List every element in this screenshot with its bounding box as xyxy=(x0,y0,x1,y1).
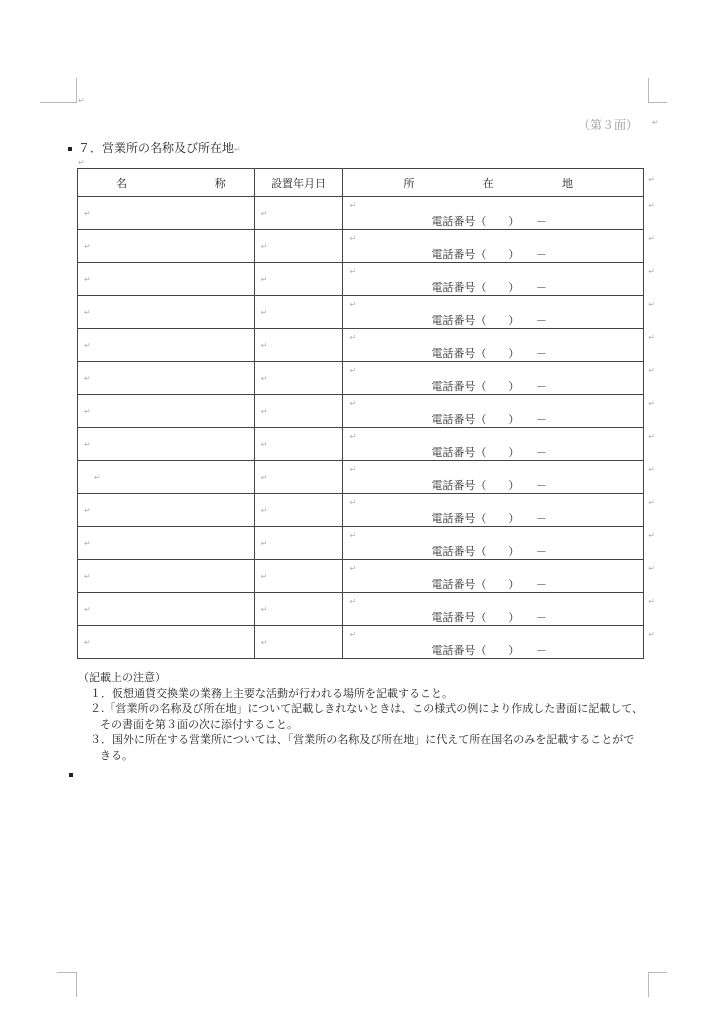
paragraph-mark: ↵ xyxy=(349,597,357,606)
paragraph-mark: ↵ xyxy=(648,564,655,573)
paragraph-mark: ↵ xyxy=(84,308,91,317)
location-cell[interactable] xyxy=(343,197,655,230)
name-cell[interactable] xyxy=(78,197,255,230)
paragraph-mark: ↵ xyxy=(648,531,655,540)
paragraph-mark: ↵ xyxy=(260,473,268,482)
paragraph-mark: ↵ xyxy=(260,341,268,350)
paragraph-mark: ↵ xyxy=(260,539,268,548)
name-cell[interactable] xyxy=(78,461,255,494)
paragraph-mark: ↵ xyxy=(260,572,268,581)
paragraph-mark: ↵ xyxy=(648,175,655,184)
paragraph-mark: ↵ xyxy=(349,234,357,243)
table-row xyxy=(78,230,644,263)
paragraph-mark: ↵ xyxy=(648,498,655,507)
paragraph-mark: ↵ xyxy=(260,242,268,251)
name-cell[interactable] xyxy=(78,230,255,263)
paragraph-mark: ↵ xyxy=(84,407,91,416)
established-date-cell[interactable] xyxy=(254,395,343,428)
name-cell[interactable] xyxy=(78,593,255,626)
note-item-3-cont: きる。 xyxy=(100,748,133,762)
location-cell[interactable] xyxy=(343,494,655,527)
established-date-cell[interactable] xyxy=(254,263,343,296)
paragraph-mark: ↵ xyxy=(349,564,357,573)
table-row xyxy=(78,263,644,296)
paragraph-mark: ↵ xyxy=(260,605,268,614)
paragraph-mark: ↵ xyxy=(84,638,91,647)
established-date-cell[interactable] xyxy=(254,197,343,230)
established-date-cell[interactable] xyxy=(254,593,343,626)
paragraph-mark: ↵ xyxy=(648,465,655,474)
location-cell[interactable] xyxy=(343,362,655,395)
paragraph-mark: ↵ xyxy=(78,96,85,105)
paragraph-mark: ↵ xyxy=(260,308,268,317)
header-location-char: 地 xyxy=(562,176,573,190)
established-date-cell[interactable] xyxy=(254,560,343,593)
paragraph-mark: ↵ xyxy=(84,440,91,449)
name-cell[interactable] xyxy=(78,626,255,659)
established-date-cell[interactable] xyxy=(254,329,343,362)
table-row xyxy=(78,362,644,395)
phone-label: 電話番号（ ） － xyxy=(431,512,547,525)
location-cell[interactable] xyxy=(343,428,655,461)
table-row xyxy=(78,395,644,428)
established-date-cell[interactable] xyxy=(254,362,343,395)
name-cell[interactable] xyxy=(78,428,255,461)
notes-title: （記載上の注意） xyxy=(78,671,166,684)
paragraph-mark: ↵ xyxy=(349,498,357,507)
paragraph-mark: ↵ xyxy=(84,374,91,383)
established-date-cell[interactable] xyxy=(254,230,343,263)
table-row xyxy=(78,197,644,230)
paragraph-mark: ↵ xyxy=(84,605,91,614)
paragraph-mark: ↵ xyxy=(648,333,655,342)
paragraph-mark: ↵ xyxy=(648,201,655,210)
phone-label: 電話番号（ ） － xyxy=(431,347,547,360)
table-row xyxy=(78,560,644,593)
header-name-char: 名 xyxy=(116,176,127,190)
page-number-label: （第３面） xyxy=(577,118,638,132)
end-bullet-icon xyxy=(69,773,73,777)
header-name xyxy=(78,169,255,197)
paragraph-mark: ↵ xyxy=(84,209,91,218)
table-row xyxy=(78,296,644,329)
established-date-cell[interactable] xyxy=(254,626,343,659)
paragraph-mark: ↵ xyxy=(648,597,655,606)
paragraph-mark: ↵ xyxy=(648,432,655,441)
table-header-row xyxy=(78,169,644,197)
phone-label: 電話番号（ ） － xyxy=(431,644,547,657)
phone-label: 電話番号（ ） － xyxy=(431,380,547,393)
paragraph-mark: ↵ xyxy=(349,267,357,276)
location-cell[interactable] xyxy=(343,560,655,593)
notes-section xyxy=(78,670,643,763)
crop-mark-top-left xyxy=(40,78,77,103)
phone-label: 電話番号（ ） － xyxy=(431,215,547,228)
paragraph-mark: ↵ xyxy=(349,432,357,441)
established-date-cell[interactable] xyxy=(254,461,343,494)
phone-label: 電話番号（ ） － xyxy=(431,578,547,591)
note-item-2: ２.「営業所の名称及び所在地」について記載しきれないときは、この様式の例により作成した書面に記載して、 xyxy=(90,702,644,715)
established-date-cell[interactable] xyxy=(254,296,343,329)
paragraph-mark: ↵ xyxy=(260,407,268,416)
paragraph-mark: ↵ xyxy=(648,366,655,375)
paragraph-mark: ↵ xyxy=(349,531,357,540)
established-date-cell[interactable] xyxy=(254,527,343,560)
table-row xyxy=(78,428,644,461)
location-cell[interactable] xyxy=(343,230,655,263)
phone-label: 電話番号（ ） － xyxy=(431,248,547,261)
paragraph-mark: ↵ xyxy=(260,209,268,218)
header-location xyxy=(343,169,655,197)
location-cell[interactable] xyxy=(343,593,655,626)
paragraph-mark: ↵ xyxy=(648,234,655,243)
note-item-1: １．仮想通貨交換業の業務上主要な活動が行われる場所を記載すること。 xyxy=(90,686,453,700)
crop-mark-bottom-right xyxy=(648,972,667,997)
location-cell[interactable] xyxy=(343,461,655,494)
location-cell[interactable] xyxy=(343,626,655,659)
paragraph-mark: ↵ xyxy=(84,539,91,548)
table-row xyxy=(78,329,644,362)
note-item-2-cont: その書面を第３面の次に添付すること。 xyxy=(100,717,298,731)
office-table xyxy=(77,168,655,659)
paragraph-mark: ↵ xyxy=(260,638,268,647)
paragraph-mark: ↵ xyxy=(84,275,91,284)
paragraph-mark: ↵ xyxy=(234,145,241,154)
header-location-char: 所 xyxy=(403,176,415,190)
phone-label: 電話番号（ ） － xyxy=(431,545,547,558)
name-cell[interactable] xyxy=(78,560,255,593)
paragraph-mark: ↵ xyxy=(349,201,357,210)
name-cell[interactable] xyxy=(78,263,255,296)
header-name-char: 称 xyxy=(214,176,226,190)
location-cell[interactable] xyxy=(343,395,655,428)
paragraph-mark: ↵ xyxy=(349,399,357,408)
phone-label: 電話番号（ ） － xyxy=(431,281,547,294)
name-cell[interactable] xyxy=(78,362,255,395)
paragraph-mark: ↵ xyxy=(94,473,101,482)
paragraph-mark: ↵ xyxy=(260,374,268,383)
table-row xyxy=(78,494,644,527)
paragraph-mark: ↵ xyxy=(349,366,357,375)
paragraph-mark: ↵ xyxy=(648,399,655,408)
name-cell[interactable] xyxy=(78,527,255,560)
paragraph-mark: ↵ xyxy=(78,158,85,167)
section-heading-text: ７．営業所の名称及び所在地 xyxy=(78,141,235,155)
paragraph-mark: ↵ xyxy=(648,300,655,309)
location-cell[interactable] xyxy=(343,329,655,362)
phone-label: 電話番号（ ） － xyxy=(431,446,547,459)
location-cell[interactable] xyxy=(343,263,655,296)
table-row xyxy=(78,626,644,659)
name-cell[interactable] xyxy=(78,329,255,362)
name-cell[interactable] xyxy=(78,296,255,329)
name-cell[interactable] xyxy=(78,494,255,527)
paragraph-mark: ↵ xyxy=(349,630,357,639)
paragraph-mark: ↵ xyxy=(648,267,655,276)
header-location-char: 在 xyxy=(482,176,494,190)
location-cell[interactable] xyxy=(343,296,655,329)
location-cell[interactable] xyxy=(343,527,655,560)
name-cell[interactable] xyxy=(78,395,255,428)
paragraph-mark: ↵ xyxy=(84,506,91,515)
table-row xyxy=(78,527,644,560)
established-date-cell[interactable] xyxy=(254,428,343,461)
paragraph-mark: ↵ xyxy=(84,572,91,581)
paragraph-mark: ↵ xyxy=(349,333,357,342)
crop-mark-bottom-left xyxy=(57,972,77,997)
bullet-icon xyxy=(68,147,72,151)
paragraph-mark: ↵ xyxy=(84,341,91,350)
paragraph-mark: ↵ xyxy=(349,300,357,309)
paragraph-mark: ↵ xyxy=(652,118,659,127)
table-row xyxy=(78,593,644,626)
section-heading xyxy=(68,139,241,156)
note-item-3: ３．国外に所在する営業所については、「営業所の名称及び所在地」に代えて所在国名のみを記載することがで xyxy=(90,733,635,746)
paragraph-mark: ↵ xyxy=(260,506,268,515)
crop-mark-top-right xyxy=(648,78,667,103)
paragraph-mark: ↵ xyxy=(349,465,357,474)
phone-label: 電話番号（ ） － xyxy=(431,314,547,327)
paragraph-mark: ↵ xyxy=(84,242,91,251)
table-row xyxy=(78,461,644,494)
header-established-date: 設置年月日 xyxy=(254,169,343,197)
paragraph-mark: ↵ xyxy=(648,630,655,639)
established-date-cell[interactable] xyxy=(254,494,343,527)
phone-label: 電話番号（ ） － xyxy=(431,413,547,426)
phone-label: 電話番号（ ） － xyxy=(431,611,547,624)
phone-label: 電話番号（ ） － xyxy=(431,479,547,492)
paragraph-mark: ↵ xyxy=(260,275,268,284)
paragraph-mark: ↵ xyxy=(260,440,268,449)
